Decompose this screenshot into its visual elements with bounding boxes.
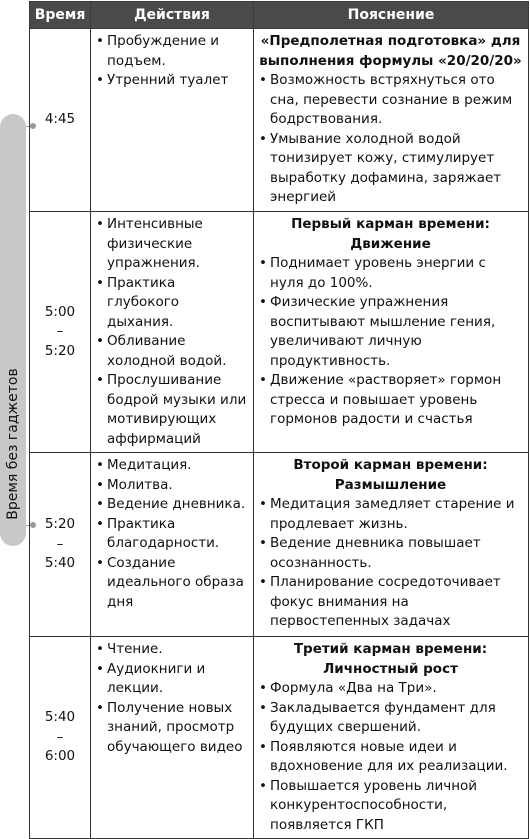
time-start: 4:45	[44, 111, 76, 128]
time-start: 5:40	[44, 709, 76, 726]
action-item: • Чтение.	[95, 640, 248, 660]
action-item: • Получение новых знаний, просмотр обучающего видео	[95, 699, 248, 758]
time-dash: –	[56, 728, 64, 745]
notes-title	[258, 215, 523, 254]
actions-cell	[91, 637, 254, 839]
note-item: • Ведение дневника повышает осознанность.	[258, 534, 523, 573]
notes-cell	[254, 212, 529, 453]
actions-cell	[91, 453, 254, 637]
actions-cell	[91, 29, 254, 212]
time-start: 5:00	[44, 303, 76, 320]
note-item: • Закладывается фундамент для будущих свершений.	[258, 699, 523, 738]
time-cell	[30, 29, 91, 212]
note-item: • Планирование сосредоточивает фокус внимания на первостепенных задачах	[258, 573, 523, 632]
action-item: • Обливание холодной водой.	[95, 332, 248, 371]
actions-cell	[91, 212, 254, 453]
note-item: • Возможность встряхнуться ото сна, перевести сознание в режим бодрствования.	[258, 71, 523, 130]
notes-title-line: выполнения формулы «20/20/20»	[259, 52, 522, 69]
notes-title	[258, 456, 523, 495]
note-item: • Физические упражнения воспитывают мышление гения, увеличивают личную продуктивность.	[258, 293, 523, 371]
table-row	[30, 637, 529, 839]
notes-cell	[254, 453, 529, 637]
action-item: • Ведение дневника.	[95, 495, 248, 515]
note-item: • Поднимает уровень энергии с нуля до 100%.	[258, 254, 523, 293]
no-gadgets-time-bracket	[0, 114, 26, 546]
header-notes: Пояснение	[254, 2, 529, 29]
action-item: • Молитва.	[95, 476, 248, 496]
header-actions: Действия	[91, 2, 254, 29]
notes-title-line: Личностный рост	[323, 660, 458, 677]
action-item: • Интенсивные физические упражнения.	[95, 215, 248, 274]
table-row	[30, 212, 529, 453]
action-item: • Медитация.	[95, 456, 248, 476]
action-item: • Создание идеального образа дня	[95, 554, 248, 613]
table-header-row	[30, 2, 529, 29]
action-item: • Практика благодарности.	[95, 515, 248, 554]
note-item: • Движение «растворяет» гормон стресса и повышает уровень гормонов радости и счастья	[258, 371, 523, 430]
time-start: 5:20	[44, 516, 76, 533]
time-cell	[30, 637, 91, 839]
time-end: 6:00	[44, 748, 76, 765]
notes-title-line: «Предполетная подготовка» для	[260, 33, 521, 49]
note-item: • Повышается уровень личной конкурентоспособности, появляется ГКП	[258, 777, 523, 836]
note-item: • Умывание холодной водой тонизирует кожу, стимулирует выработку дофамина, заряжает энергией	[258, 130, 523, 208]
notes-title-line: Первый карман времени:	[291, 216, 490, 232]
time-dash: –	[56, 323, 64, 340]
notes-title-line: Третий карман времени:	[293, 641, 488, 657]
table-row	[30, 29, 529, 212]
note-item: • Появляются новые идеи и вдохновение для их реализации.	[258, 738, 523, 777]
table-row	[30, 453, 529, 637]
time-end: 5:20	[44, 342, 76, 359]
action-item: • Прослушивание бодрой музыки или мотивирующих аффирмаций	[95, 371, 248, 449]
action-item: • Пробуждение и подъем.	[95, 32, 248, 71]
action-item: • Утренний туалет	[95, 71, 248, 91]
time-dash: –	[56, 535, 64, 552]
notes-title-line: Размышление	[334, 476, 447, 493]
time-cell	[30, 453, 91, 637]
time-end: 5:40	[44, 555, 76, 572]
header-time: Время	[30, 2, 91, 29]
note-item: • Формула «Два на Три».	[258, 679, 523, 699]
notes-title-line: Второй карман времени:	[293, 457, 488, 473]
action-item: • Практика глубокого дыхания.	[95, 274, 248, 333]
time-cell	[30, 212, 91, 453]
notes-title	[258, 32, 523, 71]
sidebar-label: Время без гаджетов	[5, 368, 21, 520]
notes-title	[258, 640, 523, 679]
notes-cell	[254, 637, 529, 839]
morning-schedule-table	[29, 1, 529, 839]
action-item: • Аудиокниги и лекции.	[95, 660, 248, 699]
notes-title-line: Движение	[350, 235, 431, 252]
notes-cell	[254, 29, 529, 212]
note-item: • Медитация замедляет старение и продлевает жизнь.	[258, 495, 523, 534]
